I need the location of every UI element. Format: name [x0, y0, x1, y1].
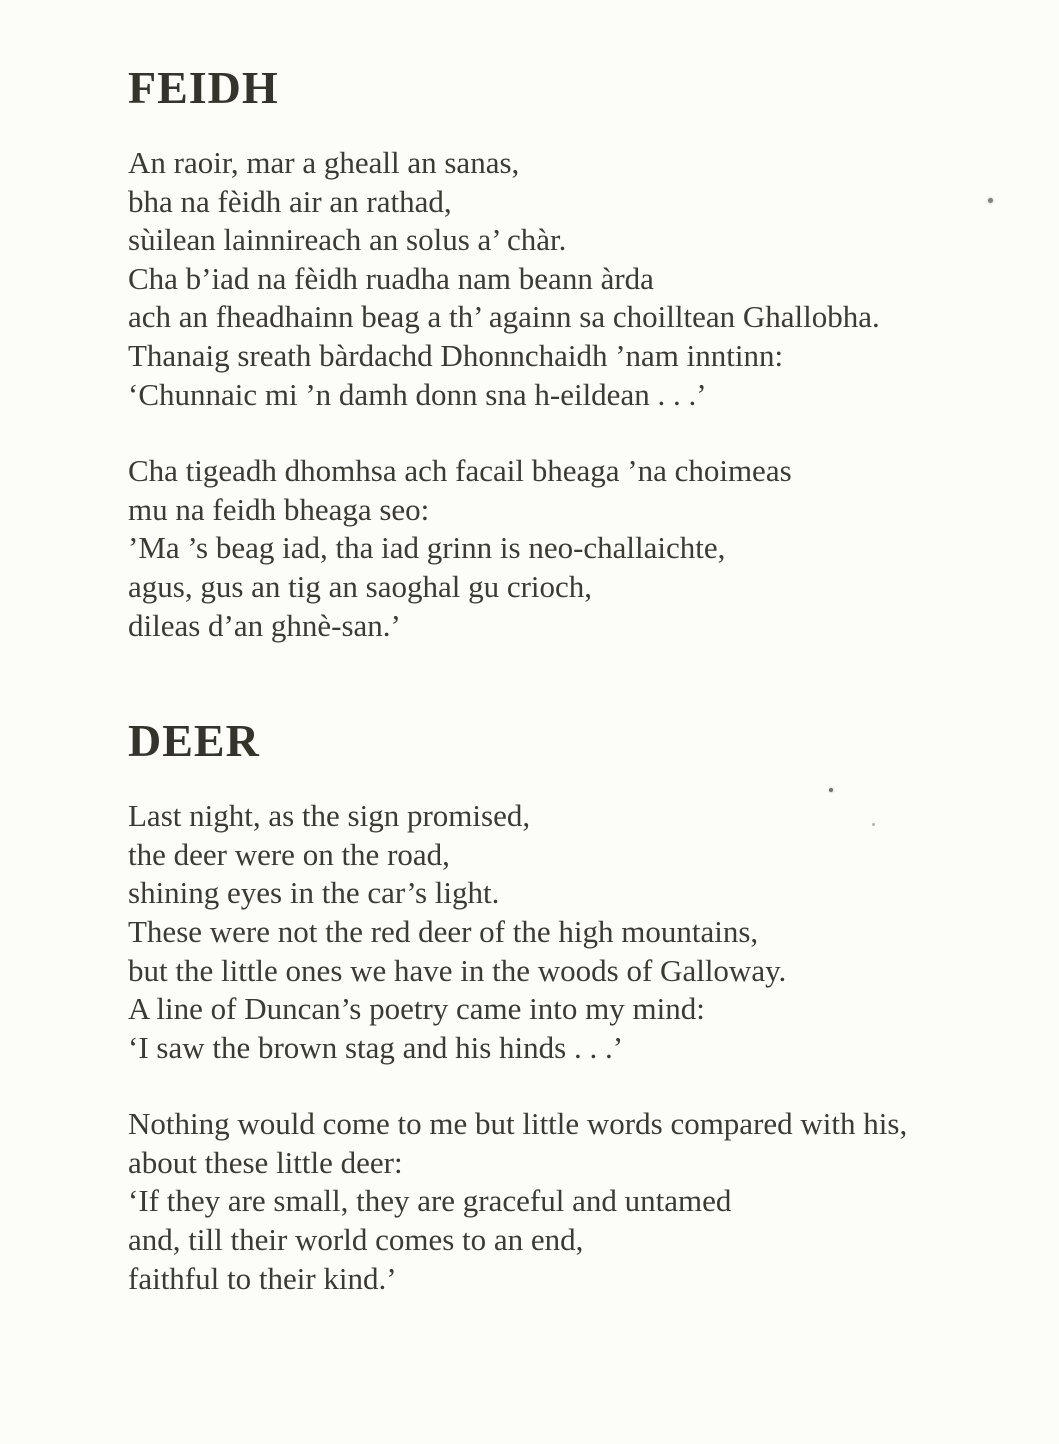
poem-title-feidh: FEIDH	[128, 62, 279, 113]
poem-title-deer: DEER	[128, 715, 260, 767]
poem-line: A line of Duncan’s poetry came into my mind:	[128, 991, 705, 1027]
poem-line: Cha b’iad na fèidh ruadha nam beann àrda	[128, 260, 654, 296]
stanza	[128, 452, 1003, 645]
poem-line: bha na fèidh air an rathad,	[128, 183, 452, 219]
scan-speck	[988, 198, 993, 203]
scan-speck	[872, 823, 875, 826]
poem-line: faithful to their kind.’	[128, 1260, 397, 1296]
poem-line: ‘If they are small, they are graceful and untamed	[128, 1183, 732, 1219]
poem-line: These were not the red deer of the high mountains,	[128, 913, 759, 949]
poem-line: Cha tigeadh dhomhsa ach facail bheaga ’na choimeas	[128, 453, 792, 489]
poem-deer	[128, 715, 1003, 1298]
poem-line: the deer were on the road,	[128, 836, 450, 872]
poem-line: ‘Chunnaic mi ’n damh donn sna h-eildean . . .’	[128, 376, 707, 412]
poem-line: and, till their world comes to an end,	[128, 1222, 584, 1258]
scan-speck	[829, 788, 833, 792]
stanza	[128, 797, 1003, 1067]
poem-line: dileas d’an ghnè-san.’	[128, 607, 401, 643]
poem-feidh	[128, 62, 1003, 645]
poem-line: mu na feidh bheaga seo:	[128, 491, 430, 527]
poem-line: ‘I saw the brown stag and his hinds . . .’	[128, 1029, 624, 1065]
poem-line: Thanaig sreath bàrdachd Dhonnchaidh ’nam inntinn:	[128, 337, 784, 373]
stanza	[128, 144, 1003, 414]
poem-line: Last night, as the sign promised,	[128, 798, 531, 834]
stanza	[128, 1105, 1003, 1298]
poem-line: sùilean lainnireach an solus a’ chàr.	[128, 222, 567, 258]
poem-line: An raoir, mar a gheall an sanas,	[128, 145, 520, 180]
poem-line: but the little ones we have in the woods of Galloway.	[128, 952, 787, 988]
poem-line: about these little deer:	[128, 1144, 403, 1180]
poem-line: ach an fheadhainn beag a th’ againn sa choilltean Ghallobha.	[128, 299, 880, 335]
poem-line: shining eyes in the car’s light.	[128, 875, 500, 911]
poem-line: ’Ma ’s beag iad, tha iad grinn is neo-challaichte,	[128, 530, 726, 566]
poem-line: Nothing would come to me but little words compared with his,	[128, 1106, 908, 1142]
poem-line: agus, gus an tig an saoghal gu crioch,	[128, 568, 593, 604]
